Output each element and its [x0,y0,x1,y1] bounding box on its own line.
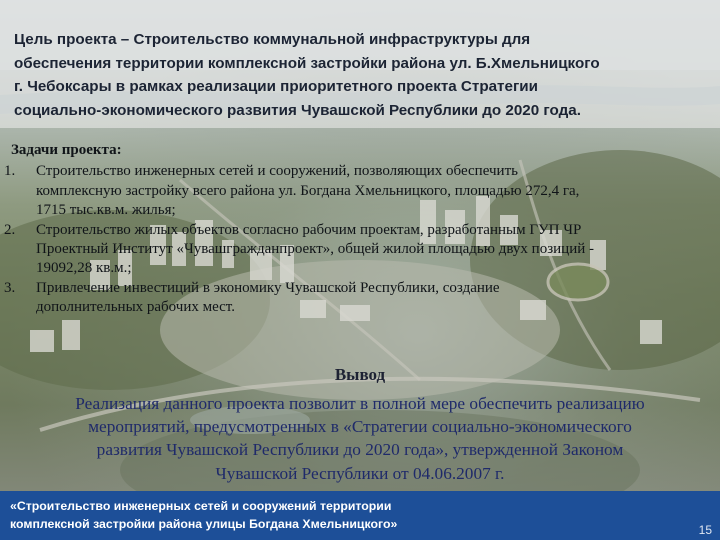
task-item [0,162,712,220]
footer-title [10,497,570,533]
goal-line: г. Чебоксары в рамках реализации приоритетного проекта Стратегии [14,78,538,95]
conclusion-title: Вывод [334,365,386,384]
conclusion-line: Реализация данного проекта позволит в полной мере обеспечить реализацию [75,394,645,413]
task-line: дополнительных рабочих мест. [36,299,235,316]
goal-line: Цель проекта – Строительство коммунальной инфраструктуры для [14,31,531,48]
goal-line: социально-экономического развития Чувашской Республики до 2020 года. [14,101,581,119]
task-line: комплексную застройку всего района ул. Богдана Хмельницкого, площадью 272,4 га, [36,182,580,199]
task-item [0,279,712,318]
footer-line: комплексной застройки района улицы Богдана Хмельницкого» [10,517,398,531]
tasks-heading: Задачи проекта: [11,142,122,158]
footer-line: «Строительство инженерных сетей и сооружений территории [10,499,392,513]
task-line: Строительство жилых объектов согласно рабочим проектам, разработанным ГУП ЧР [36,221,582,238]
task-line: Проектный Институт «Чувашгражданпроект», общей жилой площадью двух позиций - [36,241,594,258]
task-number: 3. [4,279,16,296]
goal-line: обеспечения территории комплексной застройки района ул. Б.Хмельницкого [14,54,600,72]
conclusion-line: развития Чувашской Республики до 2020 года», утвержденной Законом [96,440,624,460]
conclusion-line: Чувашской Республики от 04.06.2007 г. [215,463,505,483]
task-line: Строительство инженерных сетей и сооружений, позволяющих обеспечить [36,163,518,180]
task-number: 1. [4,163,16,180]
task-line: 19092,28 кв.м.; [36,260,132,277]
conclusion-line: мероприятий, предусмотренных в «Стратегии социально-экономического [88,417,632,437]
project-goal [14,28,714,122]
task-number: 2. [4,221,16,238]
page-number: 15 [698,523,712,537]
task-item [0,221,712,279]
footer-bar [0,491,720,540]
task-line: 1715 тыс.кв.м. жилья; [36,202,176,219]
task-line: Привлечение инвестиций в экономику Чувашской Республики, создание [36,279,500,296]
project-tasks [0,141,712,318]
conclusion-text [8,392,712,485]
